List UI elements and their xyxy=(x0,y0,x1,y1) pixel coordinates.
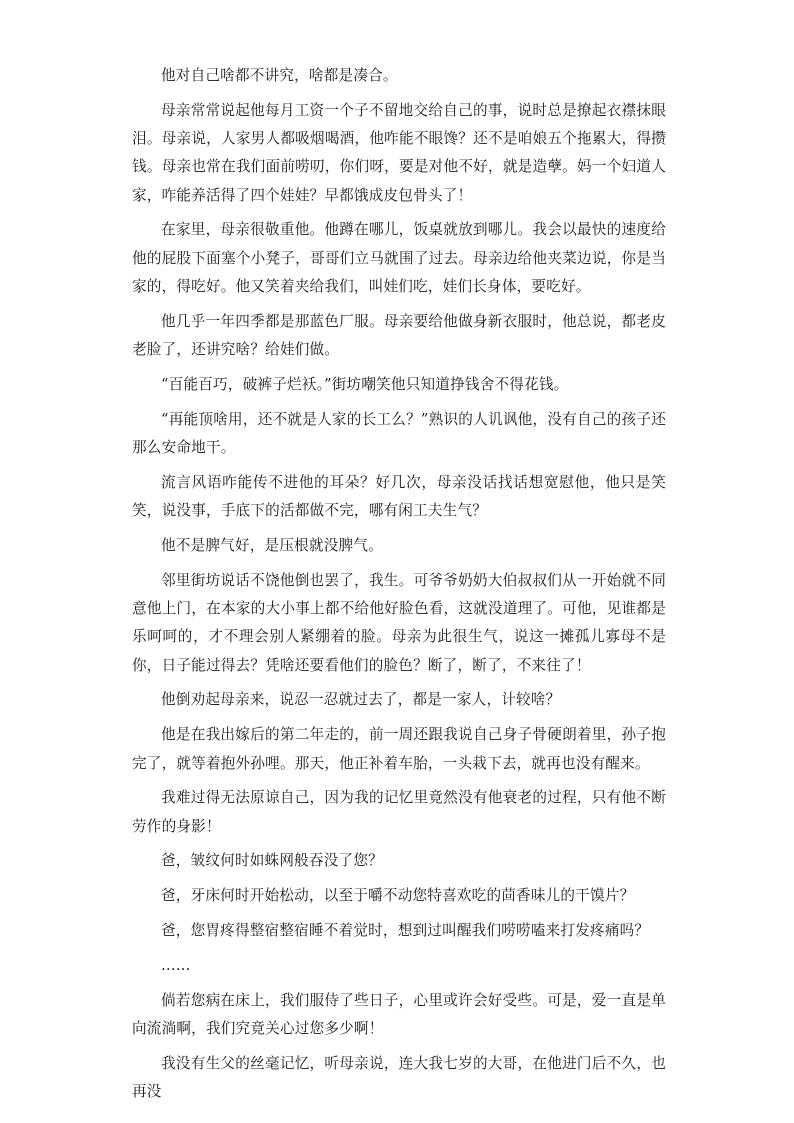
paragraph: 爸，您胃疼得整宿整宿睡不着觉时，想到过叫醒我们唠唠嗑来打发疼痛吗？ xyxy=(161,922,650,940)
paragraph: 他对自己啥都不讲究，啥都是凑合。 xyxy=(161,67,398,84)
paragraph: 邻里街坊说话不饶他倒也罢了，我生。可爷爷奶奶大伯叔叔们从一开始就不同意他上门，在本家的大小事上都不给他好脸色看，这就没道理了。可他，见谁都是乐呵呵的，才不理会别人紧绷着的脸。母亲为此很生气，说这一摊孤儿寡母不是你，日子能过得去？凭啥还要看他们的脸色？断了，断了，不来往了！ xyxy=(132,571,666,674)
paragraph: “百能百巧，破裤子烂袄。”街坊嘲笑他只知道挣钱舍不得花钱。 xyxy=(161,375,569,393)
paragraph: 我没有生父的丝毫记忆，听母亲说，连大我七岁的大哥，在他进门后不久，也再没 xyxy=(132,1054,666,1100)
paragraph: 他是在我出嫁后的第二年走的，前一周还跟我说自己身子骨硬朗着里，孙子抱完了，就等着抱外孙哩。那天，他正补着车胎，一头栽下去，就再也没有醒来。 xyxy=(132,726,666,772)
paragraph: 我难过得无法原谅自己，因为我的记忆里竟然没有他衰老的过程，只有他不断劳作的身影！ xyxy=(132,789,666,835)
paragraph: 母亲常常说起他每月工资一个子不留地交给自己的事，说时总是撩起衣襟抹眼泪。母亲说，人家男人都吸烟喝酒，他咋能不眼馋？还不是咱娘五个拖累大，得攒钱。母亲也常在我们面前唠叨，你们呀，要是对他不好，就是造孽。妈一个妇道人家，咋能养活得了四个娃娃？早都饿成皮包骨头了！ xyxy=(132,101,666,204)
paragraph: 他几乎一年四季都是那蓝色厂服。母亲要给他做身新衣服时，他总说，都老皮老脸了，还讲究啥？给娃们做。 xyxy=(132,312,666,359)
body-text xyxy=(132,62,666,1113)
paragraph: 在家里，母亲很敬重他。他蹲在哪儿，饭桌就放到哪儿。我会以最快的速度给他的屁股下面塞个小凳子，哥哥们立马就围了过去。母亲边给他夹菜边说，你是当家的，得吃好。他又笑着夹给我们，叫娃们吃，娃们长身体，要吃好。 xyxy=(132,221,666,296)
ellipsis-line: …… xyxy=(161,956,191,974)
paragraph: 他不是脾气好，是压根就没脾气。 xyxy=(161,536,383,554)
paragraph: 他倒劝起母亲来，说忍一忍就过去了，都是一家人，计较啥？ xyxy=(161,691,561,709)
paragraph: 爸，牙床何时开始松动，以至于嚼不动您特喜欢吃的茴香味儿的干馍片？ xyxy=(161,887,635,905)
paragraph: “再能顶啥用，还不就是人家的长工么？”熟识的人讥讽他，没有自己的孩子还那么安命地干。 xyxy=(132,410,666,457)
paragraph: 倘若您病在床上，我们服侍了些日子，心里或许会好受些。可是，爱一直是单向流淌啊，我们究竟关心过您多少啊！ xyxy=(132,991,666,1037)
paragraph: 流言风语咋能传不进他的耳朵？好几次，母亲没话找话想宽慰他，他只是笑笑，说没事，手底下的活都做不完，哪有闲工夫生气？ xyxy=(132,473,666,520)
paragraph: 爸，皱纹何时如蛛网般吞没了您？ xyxy=(161,852,383,870)
